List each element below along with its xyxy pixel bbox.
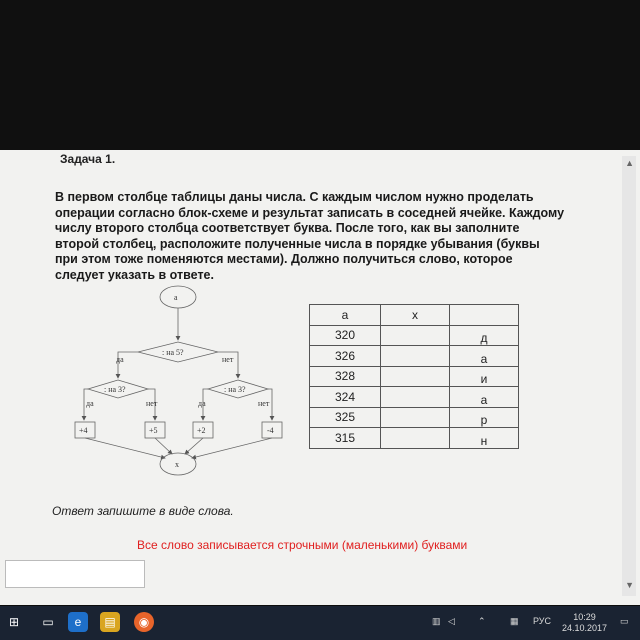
- cell-x: [381, 407, 450, 428]
- numbers-table: [309, 304, 519, 449]
- header-letter: [450, 305, 519, 326]
- flowchart-op1-label: +4: [79, 426, 88, 435]
- table-row: [310, 387, 519, 408]
- clock-time: 10:29: [573, 612, 596, 622]
- flowchart-start-label: a: [174, 293, 178, 302]
- flowchart: [70, 282, 290, 482]
- flowchart-no2-label: нет: [146, 399, 158, 408]
- vertical-scrollbar[interactable]: [622, 156, 636, 596]
- flowchart-yes3-label: да: [198, 399, 206, 408]
- flowchart-cond3-label: : на 3?: [224, 385, 246, 394]
- keyboard-icon[interactable]: ▦: [510, 616, 519, 626]
- edge-browser-icon[interactable]: e: [68, 612, 88, 632]
- volume-icon[interactable]: ◁: [448, 616, 455, 626]
- clock-date: 24.10.2017: [562, 623, 608, 633]
- cell-a: 328: [310, 366, 381, 387]
- cell-x: [381, 428, 450, 449]
- firefox-icon[interactable]: ◉: [134, 612, 154, 632]
- cell-a: 315: [310, 428, 381, 449]
- cell-letter: а: [450, 346, 519, 367]
- flowchart-yes1-label: да: [116, 355, 124, 364]
- cell-letter: а: [450, 387, 519, 408]
- network-icon[interactable]: ▥: [432, 616, 441, 626]
- cell-x: [381, 387, 450, 408]
- flowchart-op2-label: +5: [149, 426, 158, 435]
- table-row: [310, 325, 519, 346]
- cell-letter: р: [450, 407, 519, 428]
- answer-hint: Ответ запишите в виде слова.: [52, 504, 234, 518]
- header-x: х: [381, 305, 450, 326]
- cell-x: [381, 346, 450, 367]
- cell-a: 326: [310, 346, 381, 367]
- notifications-icon[interactable]: ▭: [620, 616, 629, 626]
- task-description: В первом столбце таблицы даны числа. С каждым числом нужно проделать операции согласно блок-схеме и результат записать в соседней ячейке. Каждому числу второго столбца соответствует буква. После того, как вы заполните второй столбец, расположите полученные числа в порядке убывания (буквы при этом тоже поменяются местами). Должно получиться слово, которое следует указать в ответе.: [55, 190, 565, 282]
- flowchart-op4-label: -4: [267, 426, 274, 435]
- windows-start-icon[interactable]: ⊞: [8, 615, 20, 629]
- table-header-row: [310, 305, 519, 326]
- cell-a: 320: [310, 325, 381, 346]
- flowchart-start: [160, 286, 196, 308]
- scroll-up-icon[interactable]: ▲: [625, 158, 634, 168]
- cell-x: [381, 325, 450, 346]
- flowchart-cond1-label: : на 5?: [162, 348, 184, 357]
- task-view-icon[interactable]: ▭: [42, 615, 54, 629]
- table-row: [310, 428, 519, 449]
- table-row: [310, 346, 519, 367]
- file-explorer-icon[interactable]: ▤: [100, 612, 120, 632]
- language-indicator[interactable]: РУС: [533, 616, 552, 626]
- scroll-down-icon[interactable]: ▼: [625, 580, 634, 590]
- flowchart-no1-label: нет: [222, 355, 234, 364]
- flowchart-no3-label: нет: [258, 399, 270, 408]
- lowercase-note: Все слово записывается строчными (маленькими) буквами: [137, 538, 468, 552]
- task-title: Задача 1.: [60, 152, 116, 166]
- table-row: [310, 407, 519, 428]
- chevron-up-icon[interactable]: ⌃: [478, 616, 486, 626]
- monitor-bezel: [0, 0, 640, 150]
- answer-input[interactable]: [5, 560, 145, 588]
- cell-x: [381, 366, 450, 387]
- flowchart-yes2-label: да: [86, 399, 94, 408]
- table-row: [310, 366, 519, 387]
- flowchart-end-label: x: [175, 460, 179, 469]
- cell-a: 325: [310, 407, 381, 428]
- flowchart-cond2-label: : на 3?: [104, 385, 126, 394]
- header-a: а: [310, 305, 381, 326]
- clock[interactable]: [562, 612, 607, 634]
- cell-letter: и: [450, 366, 519, 387]
- cell-a: 324: [310, 387, 381, 408]
- flowchart-op3-label: +2: [197, 426, 206, 435]
- cell-letter: н: [450, 428, 519, 449]
- cell-letter: д: [450, 325, 519, 346]
